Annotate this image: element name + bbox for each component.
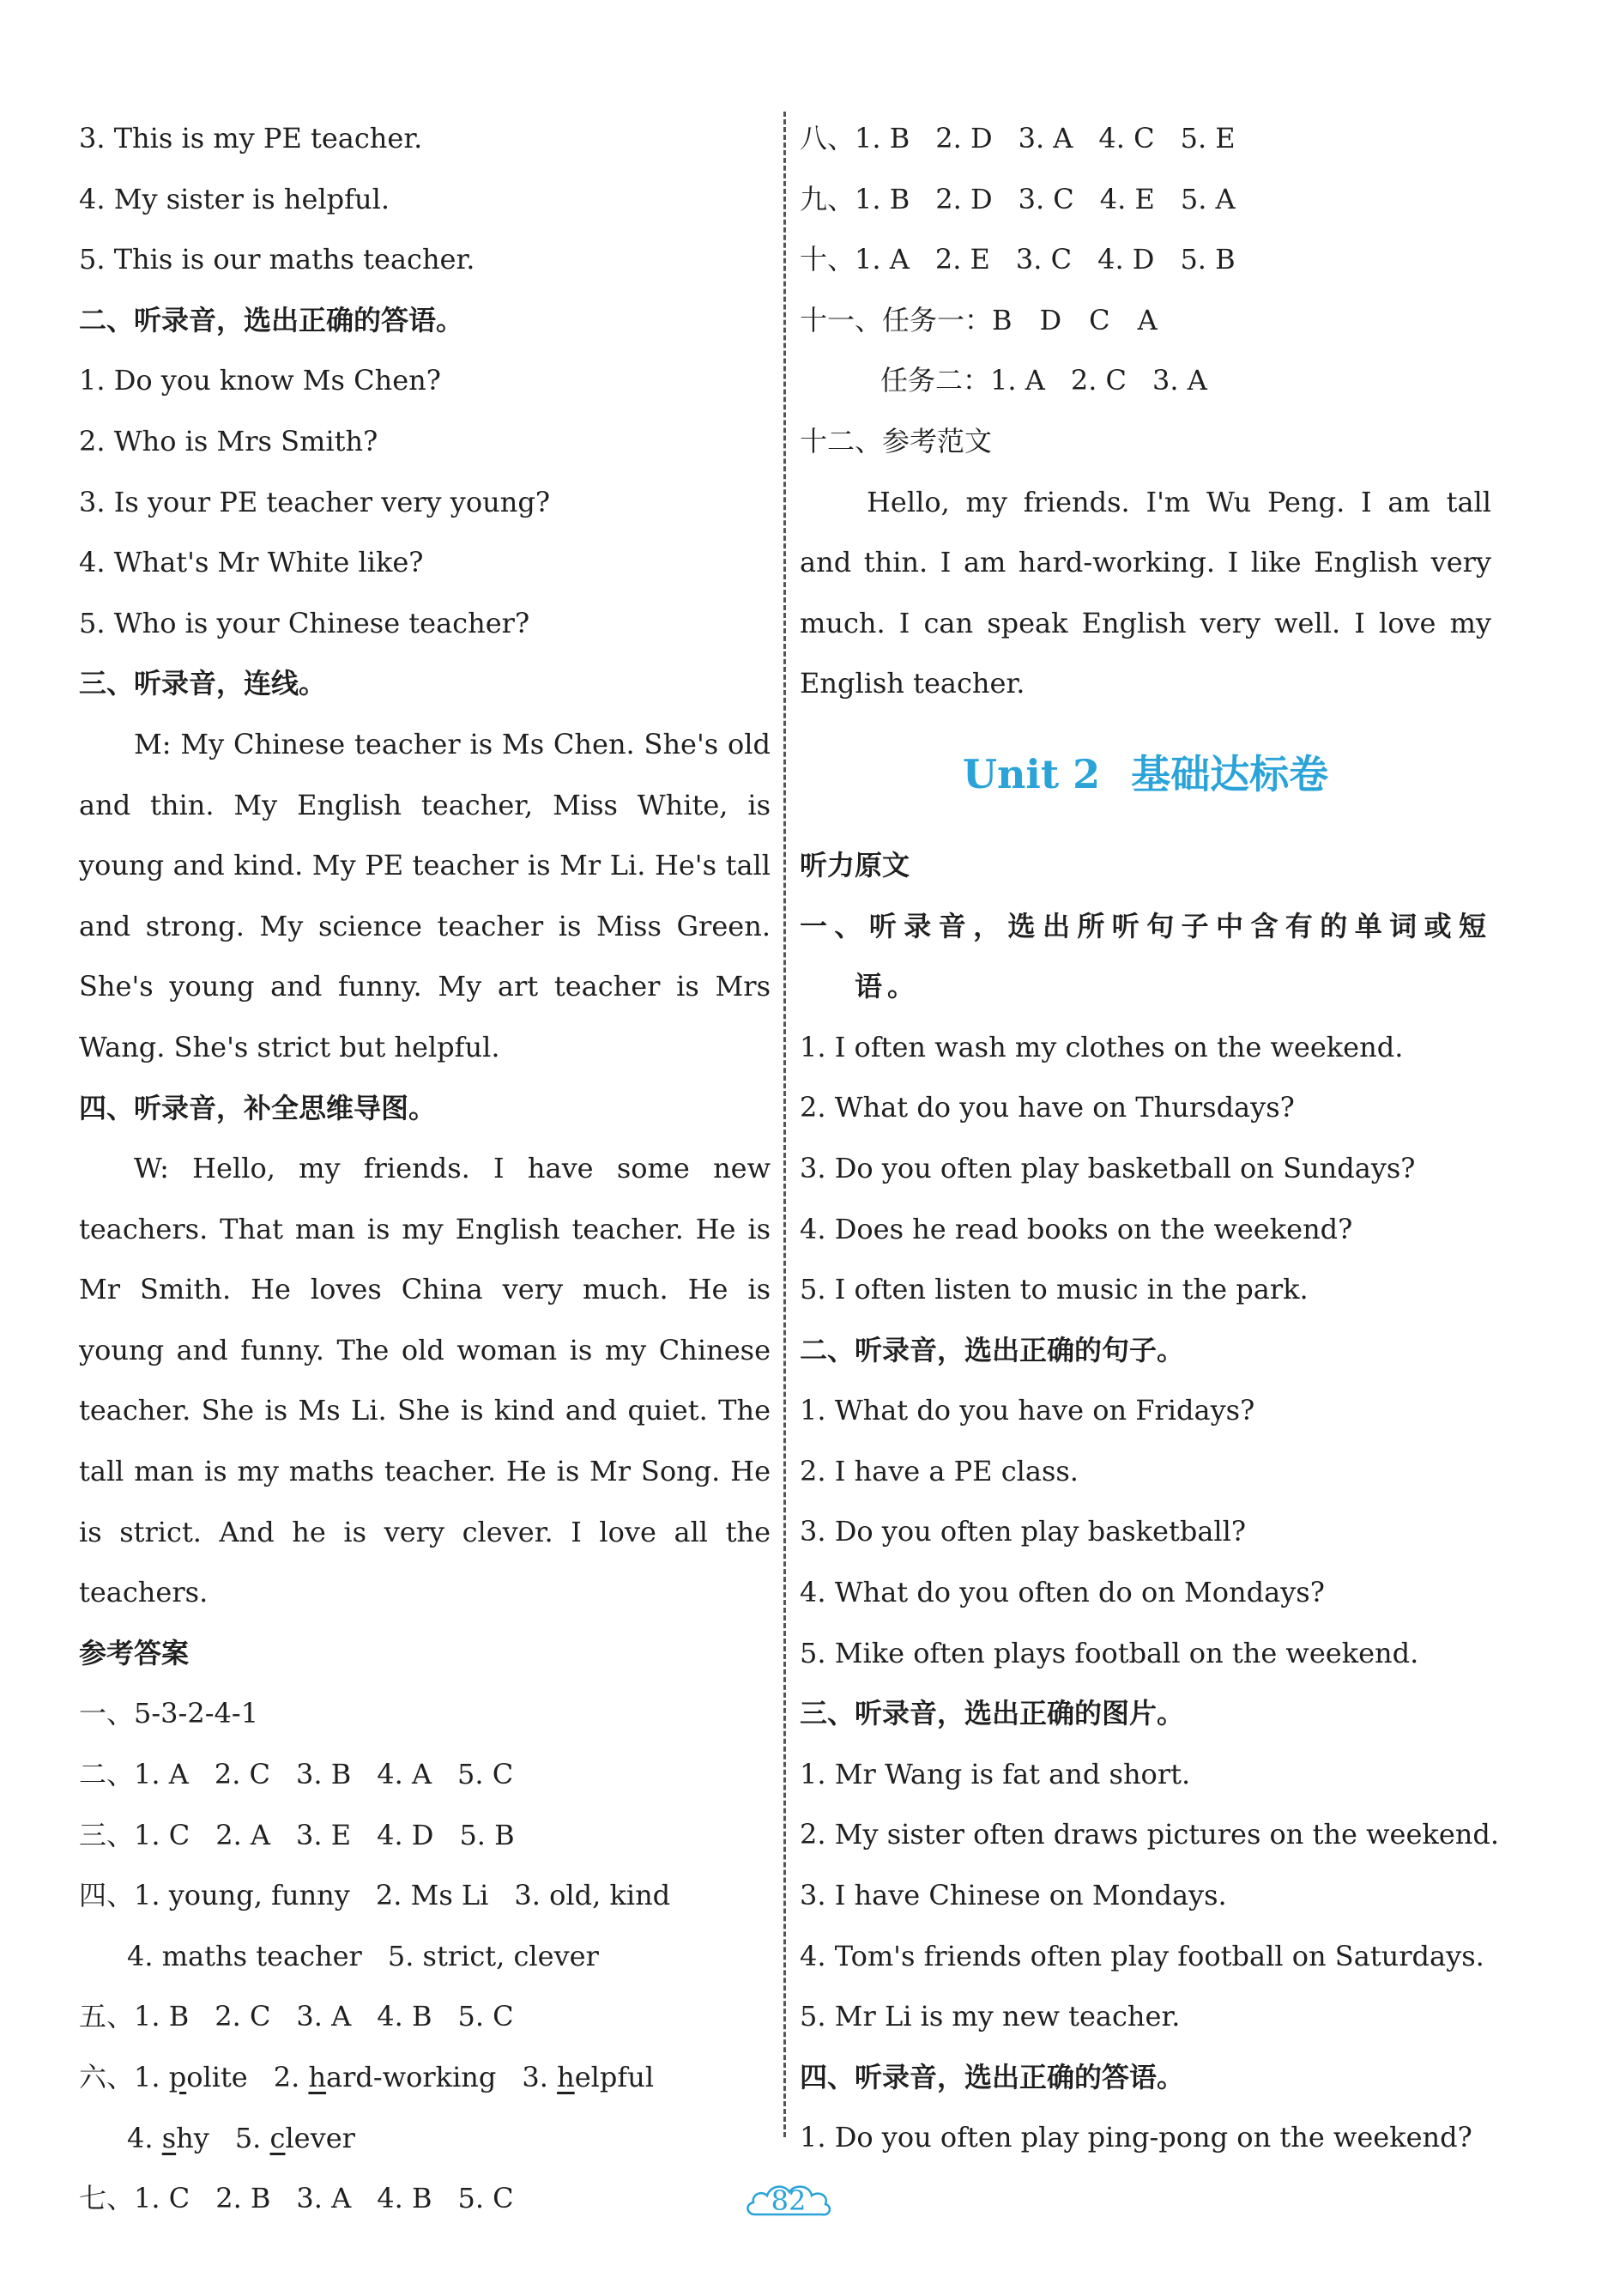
list-item: 1. Do you often play ping-pong on the weekend?	[800, 2121, 1472, 2154]
answer: 2. C	[215, 2000, 271, 2033]
list-item: 1. Do you know Ms Chen?	[79, 364, 441, 397]
answer: 4. D	[1097, 243, 1155, 276]
answer: 3. C	[1015, 243, 1073, 276]
answer-word: elpful	[574, 2061, 655, 2093]
answer: 2. C	[1070, 364, 1127, 397]
answer: 3. A	[296, 2000, 352, 2033]
model-essay: Hello, my friends. I'm Wu Peng. I am tall and thin. I am hard-working. I like English very much. I can speak English very well. I love my English teacher.	[800, 485, 1491, 700]
answer: 5. B	[1180, 243, 1236, 276]
list-item: 4. Tom's friends often play football on Saturdays.	[800, 1939, 1484, 1972]
answer: 4. E	[1099, 182, 1155, 215]
answer: 4. C	[1098, 122, 1155, 154]
answer-prefix: 任务二：	[880, 364, 991, 397]
section-heading: 一、听录音，选出所听句子中含有的单词或短语。	[800, 909, 1491, 1003]
answer: 3. B	[296, 1758, 352, 1791]
list-item: 2. Who is Mrs Smith?	[79, 424, 378, 457]
answer: 3. A	[1018, 122, 1073, 154]
answer: 1. young, funny	[134, 1879, 350, 1912]
listening-transcript: M: My Chinese teacher is Ms Chen. She's old and thin. My English teacher, Miss White, is young and kind. My PE teacher is Mr Li. He's tall and strong. My science teacher is Miss Green. She's young and funny. My art teacher is Mrs Wang. She's strict but helpful.	[79, 727, 771, 1063]
section-heading: 四、听录音，补全思维导图。	[79, 1091, 437, 1124]
answer: 4. A	[377, 1758, 432, 1791]
answer: 3. C	[1018, 182, 1074, 215]
section-heading: 听力原文	[800, 848, 910, 881]
answer-row	[79, 1865, 771, 1926]
answer: 2. D	[935, 182, 993, 215]
answer	[274, 2061, 497, 2093]
answer-row: 十一、任务一：B D C A	[800, 303, 1158, 336]
answer: 1. A	[990, 364, 1045, 397]
answer: 5. E	[1180, 122, 1236, 154]
list-item: 5. Mr Li is my new teacher.	[800, 2000, 1181, 2033]
listening-transcript: W: Hello, my friends. I have some new teachers. That man is my English teacher. He is Mr Smith. He loves China very much. He is young and funny. The old woman is my Chinese teacher. She is Ms Li. She is kind and quiet. The tall man is my maths teacher. He is Mr Song. He is strict. And he is very clever. I love all the teachers.	[79, 1152, 771, 1609]
answer-row	[800, 229, 1491, 290]
page-number	[743, 2178, 834, 2223]
list-item: 2. I have a PE class.	[800, 1454, 1079, 1487]
underlined-letter: p	[168, 2061, 187, 2093]
answer-number: 3.	[522, 2061, 558, 2093]
underlined-letter: h	[557, 2061, 575, 2093]
answer-prefix: 六、	[79, 2061, 135, 2093]
list-item: 3. Do you often play basketball on Sundays?	[800, 1151, 1416, 1184]
answer: 2. Ms Li	[375, 1879, 489, 1912]
answer: 3. E	[296, 1818, 352, 1851]
answer-row	[79, 1926, 771, 1987]
list-item: 1. What do you have on Fridays?	[800, 1394, 1255, 1427]
answer: 1. C	[134, 1818, 190, 1851]
answer: 1. B	[855, 182, 910, 215]
section-heading: 四、听录音，选出正确的答语。	[800, 2060, 1185, 2093]
answer-row: 十二、参考范文	[800, 424, 993, 457]
right-column	[800, 108, 1500, 2168]
answer-number: 5.	[234, 2121, 270, 2154]
unit-number: Unit 2	[962, 750, 1101, 797]
left-column	[79, 108, 771, 2229]
answer: 1. C	[134, 2182, 190, 2215]
answer-row	[800, 169, 1491, 230]
answer: 5. A	[1180, 182, 1236, 215]
answer: 3. old, kind	[514, 1879, 671, 1912]
answer	[522, 2061, 654, 2093]
list-item: 5. I often listen to music in the park.	[800, 1273, 1309, 1306]
section-heading: 三、听录音，连线。	[79, 667, 327, 700]
answer-prefix: 十、	[800, 243, 855, 276]
answer: 1. B	[855, 122, 910, 154]
list-item: 1. I often wash my clothes on the weekend.	[800, 1030, 1404, 1063]
answer-row	[79, 1805, 771, 1866]
list-item: 2. My sister often draws pictures on the weekend.	[800, 1818, 1500, 1851]
answer-prefix: 七、	[79, 2182, 135, 2215]
answer-row	[800, 350, 1491, 411]
list-item: 2. What do you have on Thursdays?	[800, 1091, 1295, 1124]
list-item: 5. This is our maths teacher.	[79, 243, 475, 276]
section-heading: 二、听录音，选出正确的答语。	[79, 303, 464, 336]
answer-number: 1.	[134, 2061, 169, 2093]
column-divider	[783, 112, 786, 2137]
answer: 1. B	[134, 2000, 190, 2033]
answer-word: ard-working	[326, 2061, 497, 2093]
answer-number: 4.	[127, 2121, 162, 2154]
answer: 5. B	[459, 1818, 515, 1851]
underlined-letter: h	[308, 2061, 327, 2093]
list-item: 4. Does he read books on the weekend?	[800, 1212, 1353, 1245]
list-item: 5. Who is your Chinese teacher?	[79, 606, 530, 639]
list-item: 3. Is your PE teacher very young?	[79, 485, 550, 518]
section-heading: 二、听录音，选出正确的句子。	[800, 1333, 1185, 1366]
answer: 2. E	[934, 243, 990, 276]
unit-title	[800, 714, 1491, 835]
answer: 4. maths teacher	[127, 1939, 362, 1972]
answer: 3. A	[296, 2182, 352, 2215]
list-item: 3. This is my PE teacher.	[79, 122, 423, 154]
answer-row	[79, 2047, 771, 2108]
list-item: 3. I have Chinese on Mondays.	[800, 1879, 1227, 1912]
answer-prefix: 三、	[79, 1818, 135, 1851]
list-item: 4. My sister is helpful.	[79, 182, 390, 215]
answer: 5. C	[457, 2182, 514, 2215]
answer: 3. A	[1152, 364, 1207, 397]
answer-word: lever	[285, 2121, 355, 2154]
answer: 2. B	[215, 2182, 271, 2215]
answer-prefix: 五、	[79, 2000, 135, 2033]
answer-row	[800, 108, 1491, 169]
answer: 1. A	[855, 243, 910, 276]
answers-heading: 参考答案	[79, 1636, 190, 1669]
answer-prefix: 九、	[800, 182, 855, 215]
unit-name: 基础达标卷	[1131, 750, 1329, 797]
underlined-letter: s	[161, 2121, 177, 2154]
list-item: 3. Do you often play basketball?	[800, 1515, 1247, 1548]
answer-number: 2.	[273, 2061, 309, 2093]
underlined-letter: c	[269, 2121, 286, 2154]
list-item: 1. Mr Wang is fat and short.	[800, 1757, 1191, 1790]
answer: 2. D	[935, 122, 993, 154]
answer: 1. A	[134, 1758, 189, 1791]
answer-row	[79, 1986, 771, 2047]
page-number-text: 82	[771, 2184, 807, 2217]
answer	[127, 2122, 209, 2154]
list-item: 4. What's Mr White like?	[79, 546, 424, 579]
answer: 4. B	[377, 2000, 432, 2033]
answer-prefix: 八、	[800, 122, 855, 154]
answer-row: 一、5-3-2-4-1	[79, 1697, 259, 1730]
answer	[134, 2061, 248, 2093]
answer: 5. C	[457, 2000, 514, 2033]
list-item: 5. Mike often plays football on the weekend.	[800, 1636, 1419, 1669]
answer-word: olite	[186, 2061, 248, 2093]
list-item: 4. What do you often do on Mondays?	[800, 1576, 1325, 1609]
answer-prefix: 四、	[79, 1879, 135, 1912]
answer-row	[79, 2108, 771, 2169]
answer-word: hy	[176, 2121, 209, 2154]
answer-row	[79, 1744, 771, 1805]
answer: 5. strict, clever	[387, 1939, 599, 1972]
answer: 2. C	[214, 1758, 271, 1791]
answer: 4. D	[377, 1818, 434, 1851]
answer: 5. C	[457, 1758, 514, 1791]
answer: 2. A	[215, 1818, 271, 1851]
answer-prefix: 二、	[79, 1758, 135, 1791]
section-heading: 三、听录音，选出正确的图片。	[800, 1697, 1185, 1730]
answer-row	[79, 2168, 771, 2229]
answer	[235, 2122, 355, 2154]
answer: 4. B	[377, 2182, 432, 2215]
